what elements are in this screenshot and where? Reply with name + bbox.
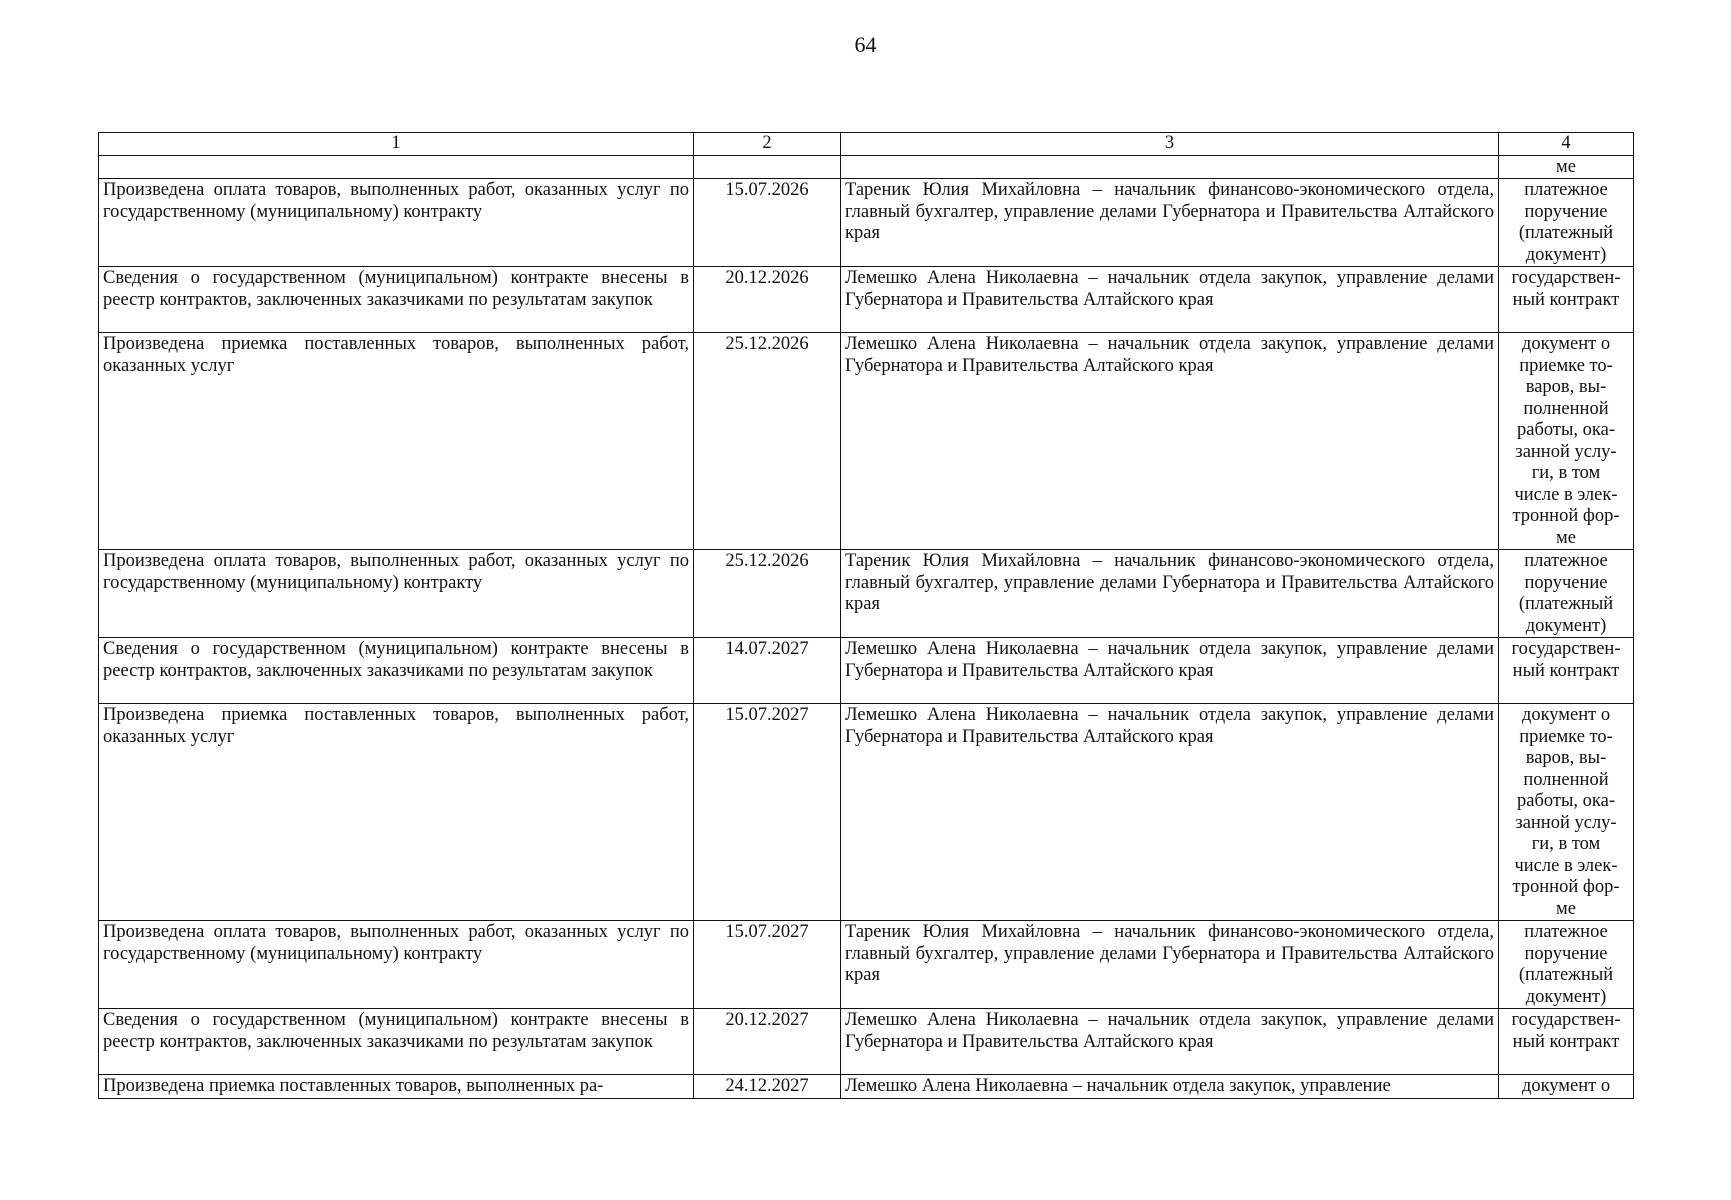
document-cell: документ о приемке то- варов, вы- полненной работы, ока- занной услу- ги, в том числе в элек- тронной фор- ме [1499,704,1634,921]
event-cell: Произведена приемка поставленных товаров, выполненных работ, оказанных услуг [99,704,694,921]
event-cell: Сведения о государственном (муниципальном) контракте внесены в реестр контрактов, заключенных заказчиками по результатам закупок [99,1009,694,1075]
header-col-1: 1 [99,133,694,156]
document-cell: документ о [1499,1075,1634,1099]
document-cell: платежное поручение (платежный документ) [1499,550,1634,638]
document-cell: государствен- ный контракт [1499,1009,1634,1075]
table-row [99,704,1634,921]
page-number: 64 [854,32,877,57]
date-cell: 15.07.2026 [694,179,841,267]
carry-cell-2 [694,155,841,179]
responsible-cell: Тареник Юлия Михайловна – начальник финансово-экономического отдела, главный бухгалтер, управление делами Губернатора и Правительства Алтайского края [841,921,1499,1009]
table-row [99,333,1634,550]
responsible-cell: Лемешко Алена Николаевна – начальник отдела закупок, управление делами Губернатора и Правительства Алтайского края [841,704,1499,921]
event-cell: Сведения о государственном (муниципальном) контракте внесены в реестр контрактов, заключенных заказчиками по результатам закупок [99,638,694,704]
carry-over-text: ме [1499,155,1634,179]
date-cell: 14.07.2027 [694,638,841,704]
date-cell: 25.12.2026 [694,333,841,550]
date-cell: 20.12.2026 [694,267,841,333]
date-cell: 25.12.2026 [694,550,841,638]
event-cell: Произведена оплата товаров, выполненных работ, оказанных услуг по государственному (муниципальному) контракту [99,179,694,267]
table-row [99,1009,1634,1075]
responsible-cell: Лемешко Алена Николаевна – начальник отдела закупок, управление делами Губернатора и Правительства Алтайского края [841,333,1499,550]
responsible-cell: Лемешко Алена Николаевна – начальник отдела закупок, управление [841,1075,1499,1099]
responsible-cell: Тареник Юлия Михайловна – начальник финансово-экономического отдела, главный бухгалтер, управление делами Губернатора и Правительства Алтайского края [841,550,1499,638]
document-cell: документ о приемке то- варов, вы- полненной работы, ока- занной услу- ги, в том числе в элек- тронной фор- ме [1499,333,1634,550]
header-col-4: 4 [1499,133,1634,156]
responsible-cell: Лемешко Алена Николаевна – начальник отдела закупок, управление делами Губернатора и Правительства Алтайского края [841,638,1499,704]
carry-cell-1 [99,155,694,179]
document-cell: платежное поручение (платежный документ) [1499,921,1634,1009]
date-cell: 24.12.2027 [694,1075,841,1099]
document-cell: платежное поручение (платежный документ) [1499,179,1634,267]
event-cell: Произведена приемка поставленных товаров, выполненных работ, оказанных услуг [99,333,694,550]
document-cell: государствен- ный контракт [1499,638,1634,704]
date-cell: 20.12.2027 [694,1009,841,1075]
table-row [99,550,1634,638]
header-col-2: 2 [694,133,841,156]
responsible-cell: Лемешко Алена Николаевна – начальник отдела закупок, управление делами Губернатора и Правительства Алтайского края [841,1009,1499,1075]
table-row [99,179,1634,267]
event-cell: Произведена оплата товаров, выполненных работ, оказанных услуг по государственному (муниципальному) контракту [99,921,694,1009]
table-row [99,638,1634,704]
table-row [99,921,1634,1009]
document-cell: государствен- ный контракт [1499,267,1634,333]
event-cell: Сведения о государственном (муниципальном) контракте внесены в реестр контрактов, заключенных заказчиками по результатам закупок [99,267,694,333]
schedule-table [98,132,1634,1099]
table-row [99,1075,1634,1099]
responsible-cell: Лемешко Алена Николаевна – начальник отдела закупок, управление делами Губернатора и Правительства Алтайского края [841,267,1499,333]
header-col-3: 3 [841,133,1499,156]
date-cell: 15.07.2027 [694,704,841,921]
table-row [99,267,1634,333]
responsible-cell: Тареник Юлия Михайловна – начальник финансово-экономического отдела, главный бухгалтер, управление делами Губернатора и Правительства Алтайского края [841,179,1499,267]
date-cell: 15.07.2027 [694,921,841,1009]
event-cell: Произведена оплата товаров, выполненных работ, оказанных услуг по государственному (муниципальному) контракту [99,550,694,638]
carry-over-row [99,155,1634,179]
event-cell: Произведена приемка поставленных товаров, выполненных ра- [99,1075,694,1099]
carry-cell-3 [841,155,1499,179]
header-row [99,133,1634,156]
